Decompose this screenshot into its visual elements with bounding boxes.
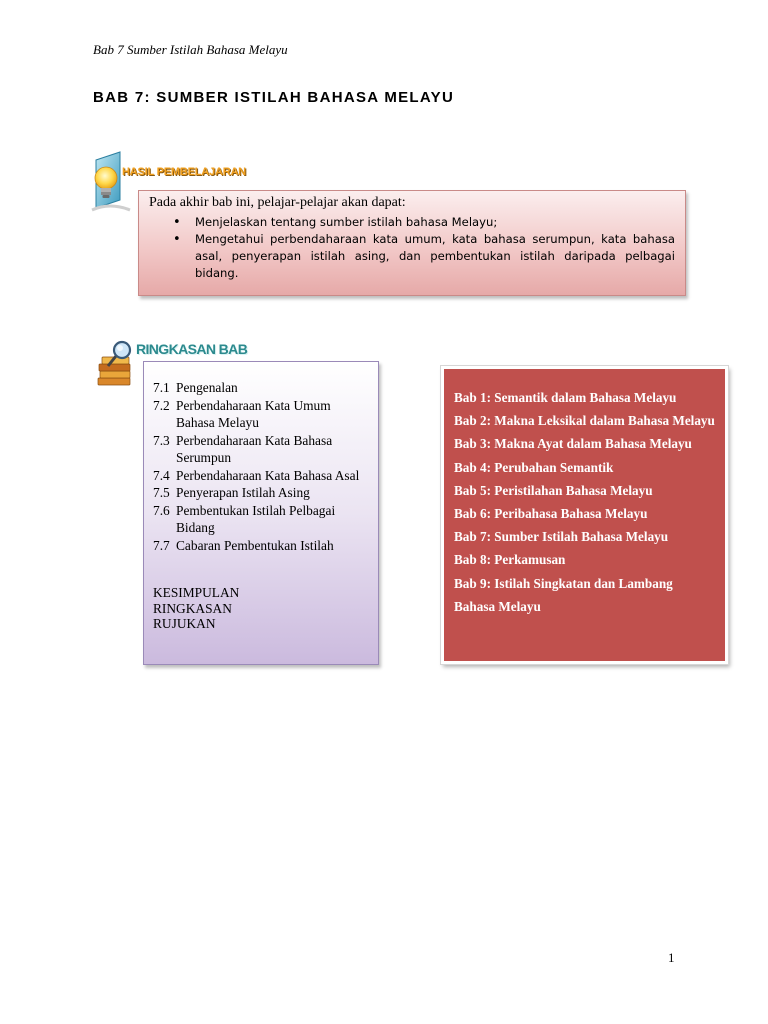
ringkasan-bab-label: RINGKASAN BAB — [136, 341, 248, 357]
section-title: Penyerapan Istilah Asing — [176, 485, 310, 500]
section-item — [153, 432, 370, 467]
chapter-item: Bab 4: Perubahan Semantik — [454, 459, 614, 475]
chapter-item: Bab 1: Semantik dalam Bahasa Melayu — [454, 390, 677, 405]
running-header: Bab 7 Sumber Istilah Bahasa Melayu — [93, 42, 288, 57]
summary-extras — [153, 585, 370, 632]
chapter-summary-box — [143, 361, 379, 665]
ringkasan-label: RINGKASAN — [153, 600, 232, 616]
section-item — [153, 397, 370, 432]
chapter-item: Bab 5: Peristilahan Bahasa Melayu — [454, 482, 653, 498]
section-title: Perbendaharaan Kata Bahasa Asal — [176, 467, 360, 483]
section-list — [153, 379, 370, 554]
chapter-item: Bab 3: Makna Ayat dalam Bahasa Melayu — [454, 436, 692, 452]
learning-outcome-item: • Mengetahui perbendaharaan kata umum, kata bahasa serumpun, kata bahasa asal, penyerapan istilah asing, dan pembentukan istilah daripada pelbagai bidang. — [195, 231, 675, 282]
chapter-item: Bab 6: Peribahasa Bahasa Melayu — [454, 506, 648, 522]
learning-outcomes-list — [149, 214, 675, 282]
section-item — [153, 467, 370, 485]
section-title: Pengenalan — [176, 380, 238, 395]
chapter-item: Bab 8: Perkamusan — [454, 552, 566, 568]
learning-outcomes-box — [138, 190, 686, 296]
section-number: 7.6 — [153, 502, 170, 518]
section-number: 7.4 — [153, 467, 170, 483]
section-number: 7.5 — [153, 485, 170, 500]
section-item — [153, 484, 370, 502]
chapter-list-box — [441, 366, 728, 664]
chapter-item: Bab 2: Makna Leksikal dalam Bahasa Melayu — [454, 413, 715, 429]
kesimpulan-label: KESIMPULAN — [153, 585, 240, 600]
section-number: 7.7 — [153, 537, 170, 553]
chapter-item: Bab 9: Istilah Singkatan dan Lambang Bahasa Melayu — [454, 575, 673, 614]
section-title: Perbendaharaan Kata Umum Bahasa Melayu — [176, 397, 331, 430]
section-item — [153, 537, 370, 555]
section-item — [153, 502, 370, 537]
learning-outcomes-intro: Pada akhir bab ini, pelajar-pelajar akan dapat: — [149, 195, 406, 210]
section-number: 7.1 — [153, 380, 170, 395]
chapter-item: Bab 7: Sumber Istilah Bahasa Melayu — [454, 529, 669, 545]
rujukan-label: RUJUKAN — [153, 616, 216, 631]
books-magnifier-icon — [96, 340, 140, 390]
hasil-pembelajaran-label: HASIL PEMBELAJARAN — [122, 166, 246, 178]
section-title: Cabaran Pembentukan Istilah — [176, 537, 334, 553]
section-title: Perbendaharaan Kata Bahasa Serumpun — [176, 432, 333, 465]
section-item — [153, 379, 370, 397]
page-title: BAB 7: SUMBER ISTILAH BAHASA MELAYU — [93, 89, 455, 106]
lightbulb-icon — [86, 150, 134, 214]
page-number: 1 — [668, 950, 675, 965]
section-title: Pembentukan Istilah Pelbagai Bidang — [176, 502, 336, 535]
section-number: 7.2 — [153, 397, 170, 413]
learning-outcome-item: • Menjelaskan tentang sumber istilah bahasa Melayu; — [195, 214, 675, 231]
section-number: 7.3 — [153, 432, 170, 448]
